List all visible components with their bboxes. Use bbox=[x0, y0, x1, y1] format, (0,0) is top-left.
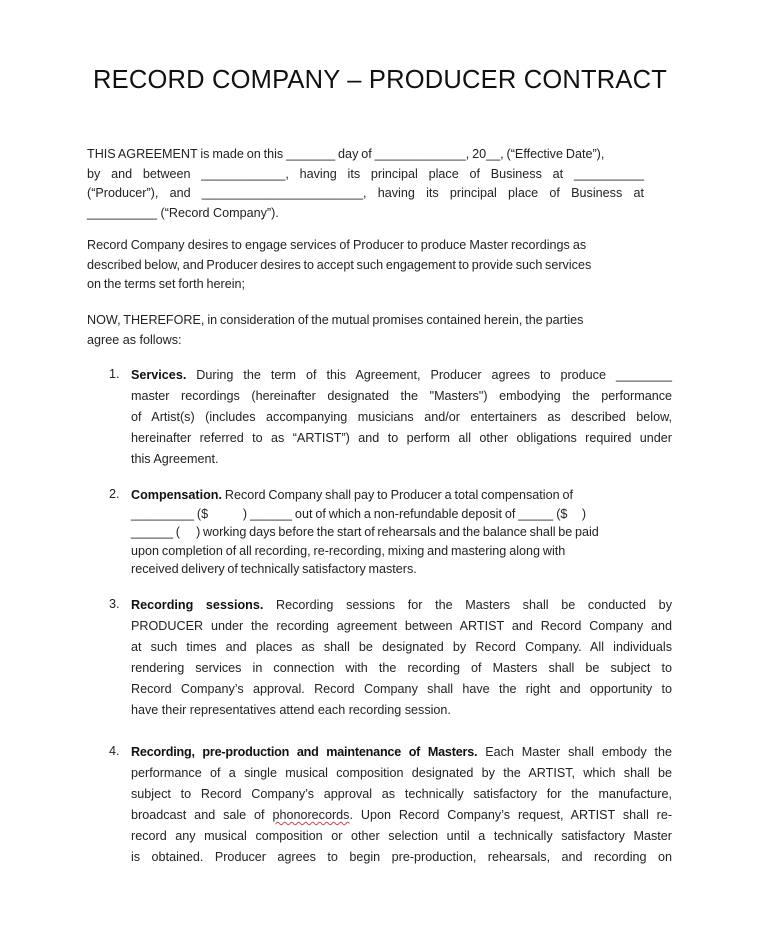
preamble-line: (“Producer”), and _______________________, having its principal place of Business at bbox=[87, 186, 644, 200]
clause-text: . Upon Record Company’s request, ARTIST shall re- bbox=[349, 808, 673, 822]
recital-line: described below, and Producer desires to accept such engagement to provide such services bbox=[87, 257, 592, 272]
clause-text: Record Company shall pay to Producer a total compensation of bbox=[221, 488, 573, 502]
clause-text: performance of a single musical composition designated by the ARTIST, which shall be bbox=[131, 766, 672, 780]
preamble-line: by and between ____________, having its principal place of Business at __________ bbox=[87, 166, 644, 181]
recital-paragraph bbox=[87, 236, 657, 295]
preamble-line: THIS AGREEMENT is made on this _______ day of _____________, 20__, (“Effective Date”), bbox=[87, 147, 605, 161]
clause-text: rendering services in connection with the recording of Masters shall be subject to bbox=[131, 661, 672, 675]
clause-text: at such times and places as shall be designated by Record Company. All individuals bbox=[131, 640, 672, 654]
clause-heading: Compensation. bbox=[131, 488, 222, 502]
clause-number: 1. bbox=[109, 367, 120, 381]
clause-text: broadcast and sale of bbox=[131, 808, 273, 822]
clause-text: During the term of this Agreement, Producer agrees to produce ________ bbox=[186, 368, 672, 382]
clause-text: Recording sessions for the Masters shall be conducted by bbox=[263, 598, 672, 612]
clause-text: received delivery of technically satisfactory masters. bbox=[131, 562, 417, 576]
clause-text: hereinafter referred to as “ARTIST”) and to perform all other obligations required under bbox=[131, 431, 672, 445]
document-title: RECORD COMPANY – PRODUCER CONTRACT bbox=[93, 66, 667, 94]
clause-number: 3. bbox=[109, 597, 120, 611]
clause-text: _________ ($ ) ______ out of which a non-refundable deposit of _____ ($ ) bbox=[131, 506, 587, 521]
now-therefore-paragraph bbox=[87, 311, 657, 350]
clause-text: have their representatives attend each recording session. bbox=[131, 703, 451, 717]
clause-text: is obtained. Producer agrees to begin pre-production, rehearsals, and recording on bbox=[131, 850, 672, 864]
now-therefore-line: agree as follows: bbox=[87, 332, 182, 347]
now-therefore-line: NOW, THEREFORE, in consideration of the mutual promises contained herein, the parties bbox=[87, 313, 584, 327]
clause-maintenance-of-masters bbox=[131, 742, 672, 868]
clause-heading: Services. bbox=[131, 368, 187, 382]
clause-heading: Recording sessions. bbox=[131, 598, 264, 612]
clause-text: record any musical composition or other selection until a technically satisfactory Master bbox=[131, 829, 672, 843]
clause-compensation bbox=[131, 486, 672, 579]
recital-line: Record Company desires to engage services of Producer to produce Master recordings as bbox=[87, 238, 587, 252]
clause-number: 2. bbox=[109, 487, 120, 501]
preamble-paragraph bbox=[87, 145, 644, 223]
clause-text: PRODUCER under the recording agreement between ARTIST and Record Company and bbox=[131, 619, 672, 633]
clause-text: upon completion of all recording, re-recording, mixing and mastering along with bbox=[131, 543, 566, 558]
clause-recording-sessions bbox=[131, 595, 672, 721]
clause-text: Each Master shall embody the bbox=[477, 745, 672, 759]
clause-text: of Artist(s) (includes accompanying musicians and/or entertainers as described below, bbox=[131, 410, 672, 424]
clause-text: subject to Record Company’s approval as technically satisfactory for the manufacture, bbox=[131, 787, 672, 801]
clause-text: this Agreement. bbox=[131, 452, 219, 466]
clause-text: master recordings (hereinafter designated the "Masters") embodying the performance bbox=[131, 389, 672, 403]
preamble-line: __________ (“Record Company”). bbox=[87, 205, 279, 220]
spellcheck-flagged-word[interactable]: phonorecords bbox=[272, 808, 350, 822]
clause-number: 4. bbox=[109, 744, 120, 758]
clause-services bbox=[131, 365, 672, 470]
clause-text: ______ ( ) working days before the start of rehearsals and the balance shall be paid bbox=[131, 525, 599, 539]
clause-text: Record Company’s approval. Record Company shall have the right and opportunity to bbox=[131, 682, 672, 696]
clause-heading: Recording, pre-production and maintenance of Masters. bbox=[131, 745, 478, 759]
recital-line: on the terms set forth herein; bbox=[87, 277, 246, 291]
